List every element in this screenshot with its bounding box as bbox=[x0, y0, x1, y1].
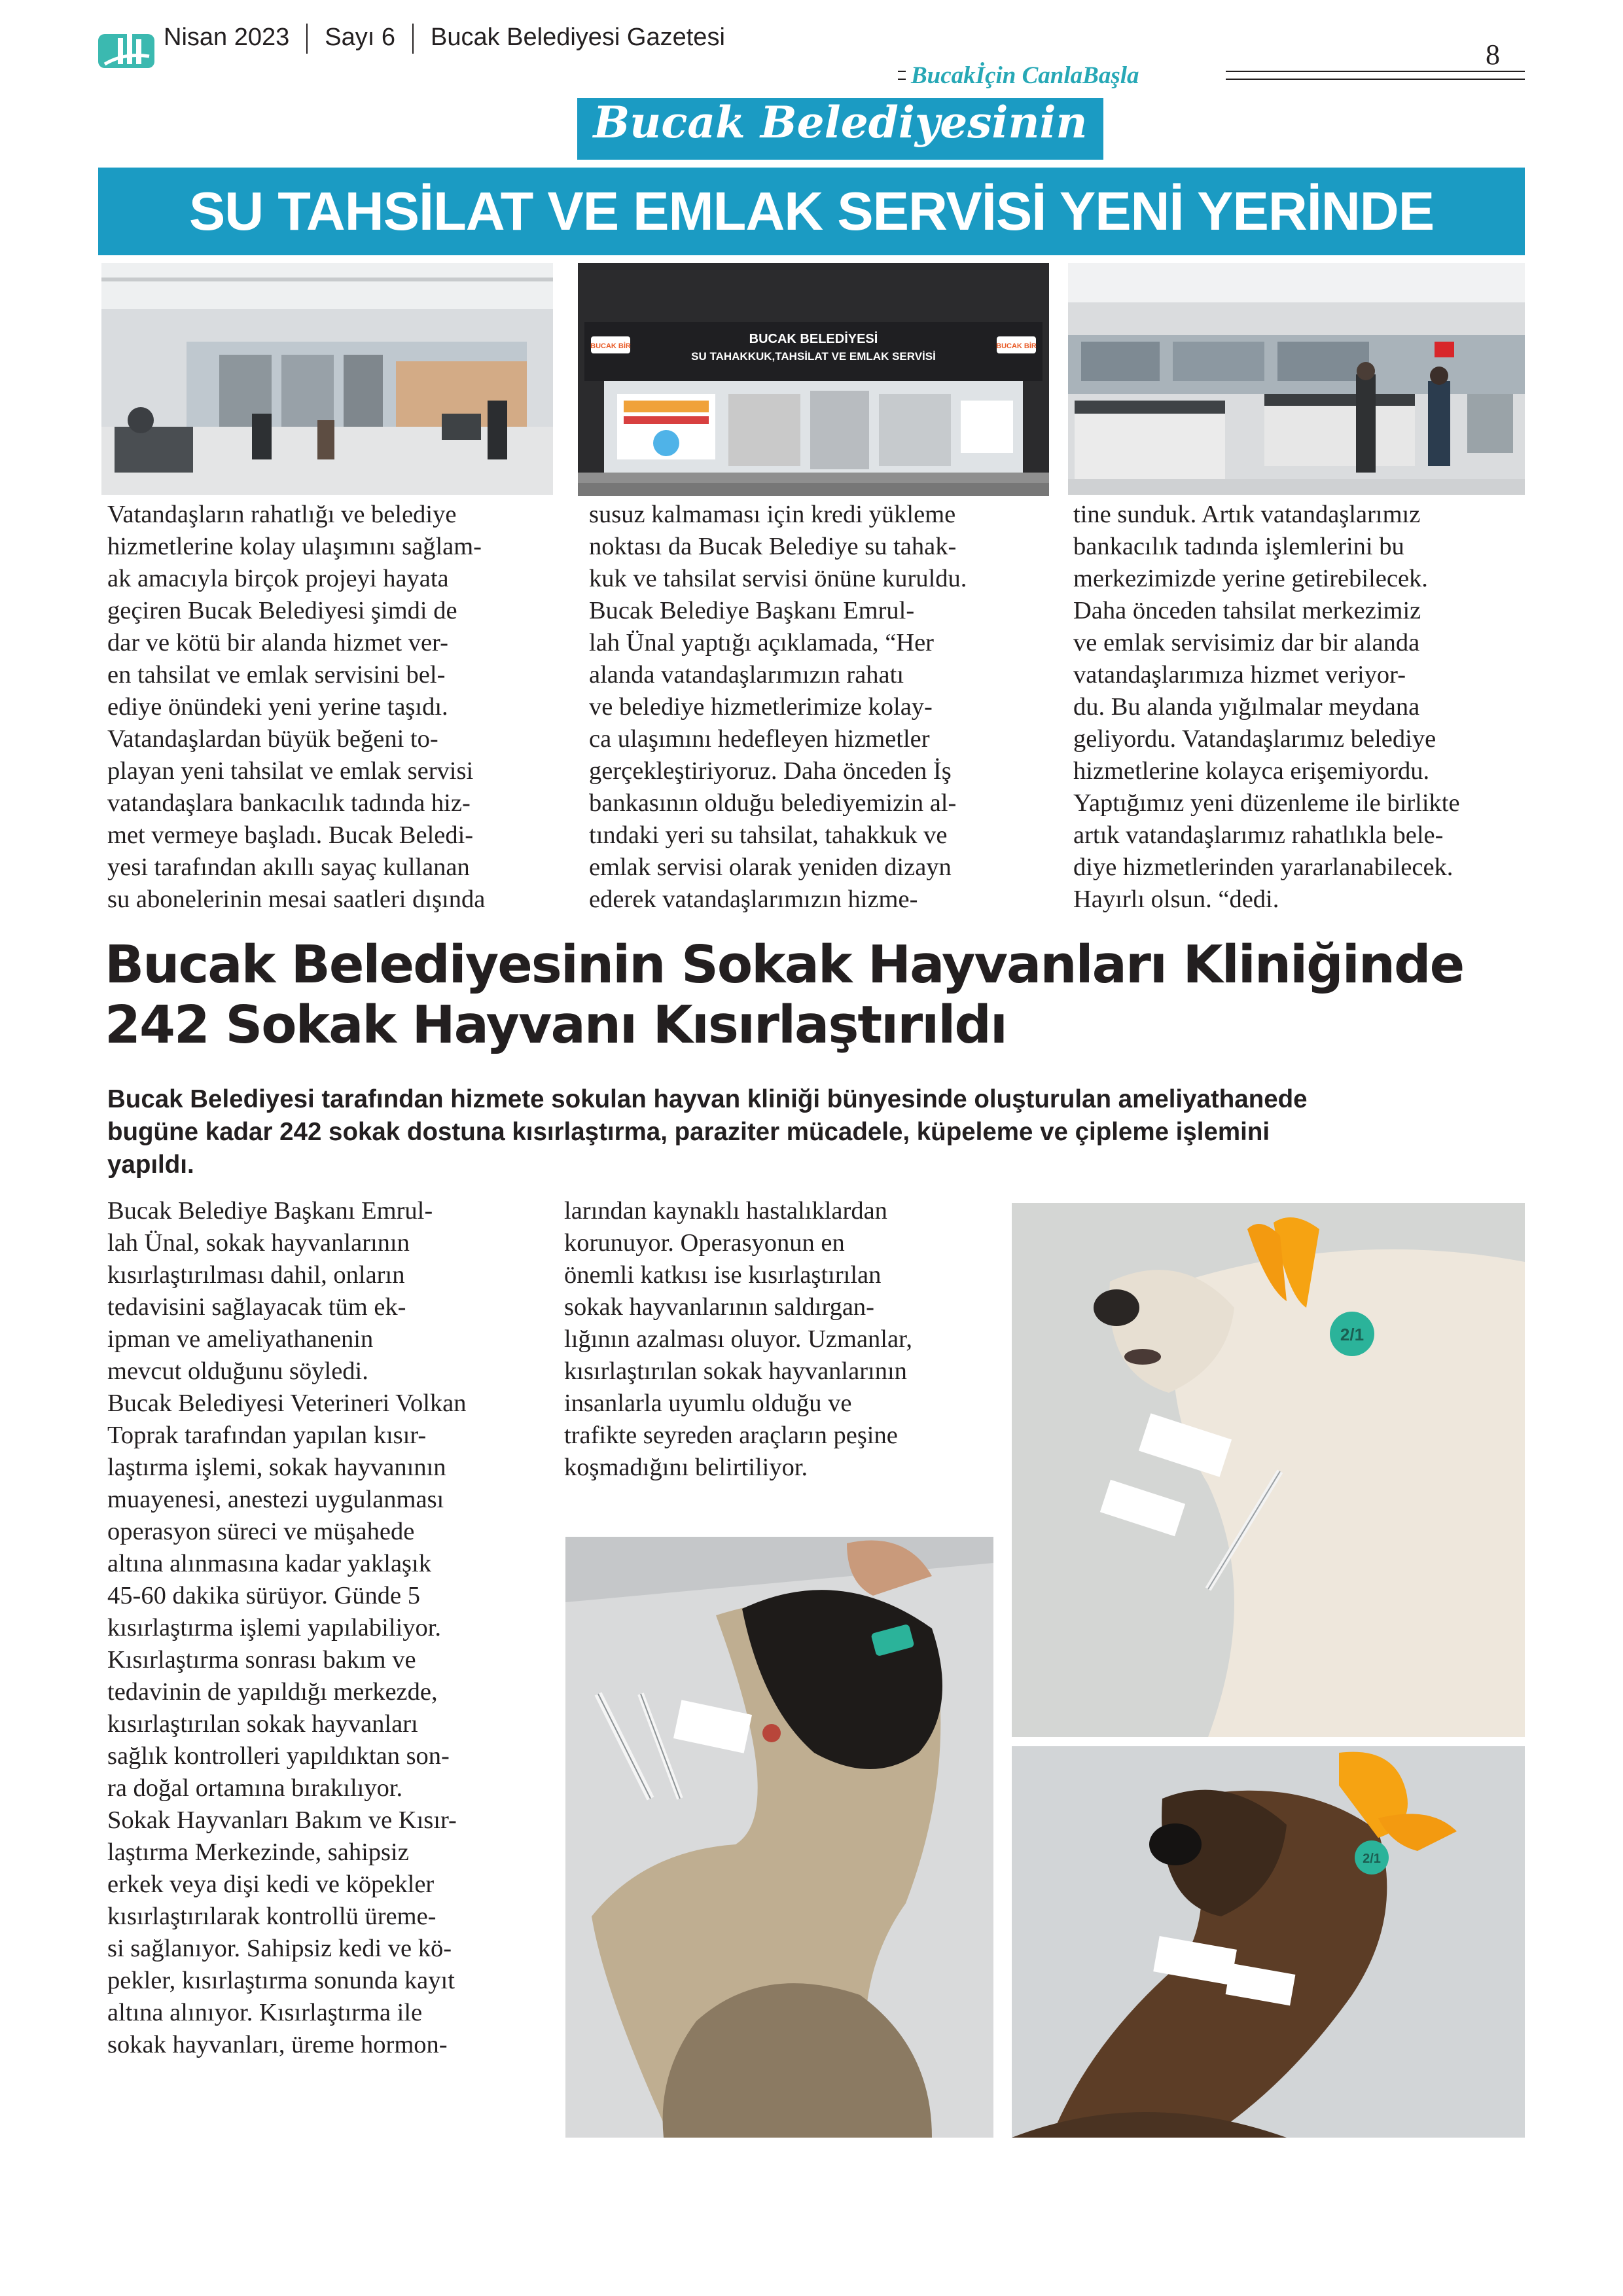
article1-kicker: Bucak Belediyesinin bbox=[593, 97, 1088, 148]
article2-column-1 bbox=[107, 1195, 537, 2061]
text-line: vatandaşlara bankacılık tadında hiz- bbox=[107, 789, 471, 817]
text-line: ak amacıyla birçok projeyi hayata bbox=[107, 565, 449, 592]
text-line: ediye önündeki yeni yerine taşıdı. bbox=[107, 693, 448, 721]
text-line: alanda vatandaşlarımızın rahatı bbox=[589, 661, 904, 689]
article1-column-1 bbox=[107, 499, 552, 916]
text-line: su abonelerinin mesai saatleri dışında bbox=[107, 886, 486, 913]
text-line: erkek veya dişi kedi ve köpekler bbox=[107, 1871, 435, 1898]
brown-dog-ear-tag-photo bbox=[1012, 1746, 1525, 2138]
text-line: yesi tarafından akıllı sayaç kullanan bbox=[107, 853, 470, 881]
text-line: tedavisini sağlayacak tüm ek- bbox=[107, 1293, 406, 1321]
storefront-logo-right: BUCAK BİR bbox=[996, 342, 1037, 350]
text-line: Bucak Belediye Başkanı Emrul- bbox=[107, 1197, 433, 1225]
article1-column-3 bbox=[1073, 499, 1526, 916]
text-line: geçiren Bucak Belediyesi şimdi de bbox=[107, 597, 457, 624]
text-line: mevcut olduğunu söyledi. bbox=[107, 1357, 368, 1385]
lead-line: yapıldı. bbox=[107, 1151, 194, 1179]
text-line: Vatandaşların rahatlığı ve belediye bbox=[107, 501, 457, 528]
text-line: susuz kalmaması için kredi yükleme bbox=[589, 501, 956, 528]
text-line: kısırlaştırılan sokak hayvanlarının bbox=[564, 1357, 907, 1385]
article2-title-line1: Bucak Belediyesinin Sokak Hayvanları Kliniğinde bbox=[105, 935, 1464, 995]
text-line: lah Ünal, sokak hayvanlarının bbox=[107, 1229, 410, 1257]
article1-title: SU TAHSİLAT VE EMLAK SERVİSİ YENİ YERİNDE bbox=[188, 181, 1435, 242]
text-line: en tahsilat ve emlak servisini bel- bbox=[107, 661, 446, 689]
text-line: operasyon süreci ve müşahede bbox=[107, 1518, 415, 1545]
text-line: met vermeye başladı. Bucak Beledi- bbox=[107, 821, 474, 849]
text-line: kısırlaştırma işlemi yapılabiliyor. bbox=[107, 1614, 442, 1641]
text-line: laştırma Merkezinde, sahipsiz bbox=[107, 1839, 409, 1866]
text-line: kısırlaştırılması dahil, onların bbox=[107, 1261, 405, 1289]
service-office-storefront-photo bbox=[578, 263, 1049, 496]
text-line: merkezimizde yerine getirebilecek. bbox=[1073, 565, 1428, 592]
text-line: Yaptığımız yeni düzenleme ile birlikte bbox=[1073, 789, 1460, 817]
service-counters-photo bbox=[1068, 263, 1525, 495]
article1-column-2 bbox=[589, 499, 1042, 916]
text-line: si sağlanıyor. Sahipsiz kedi ve kö- bbox=[107, 1935, 452, 1962]
text-line: artık vatandaşlarımız rahatlıkla bele- bbox=[1073, 821, 1444, 849]
masthead bbox=[164, 24, 725, 54]
text-line: gerçekleştiriyoruz. Daha önceden İş bbox=[589, 757, 952, 785]
article2-column-2 bbox=[564, 1195, 990, 1484]
text-line: laştırma işlemi, sokak hayvanının bbox=[107, 1454, 446, 1481]
slogan-rule-right-b bbox=[1226, 79, 1525, 80]
article2-lead bbox=[107, 1083, 1524, 1181]
storefront-logo-left: BUCAK BİR bbox=[590, 342, 631, 350]
text-line: önemli katkısı ise kısırlaştırılan bbox=[564, 1261, 882, 1289]
slogan-rule-left-a bbox=[898, 71, 906, 72]
text-line: altına alınmasına kadar yaklaşık bbox=[107, 1550, 431, 1577]
text-line: ca ulaşımını hedefleyen hizmetler bbox=[589, 725, 930, 753]
text-line: tine sunduk. Artık vatandaşlarımız bbox=[1073, 501, 1421, 528]
text-line: larından kaynaklı hastalıklardan bbox=[564, 1197, 887, 1225]
white-dog-tag-text: 2/1 bbox=[1340, 1325, 1364, 1344]
black-dog-ear-tag-photo bbox=[565, 1537, 993, 2138]
text-line: Bucak Belediyesi Veterineri Volkan bbox=[107, 1390, 467, 1417]
text-line: geliyordu. Vatandaşlarımız belediye bbox=[1073, 725, 1436, 753]
text-line: 45-60 dakika sürüyor. Günde 5 bbox=[107, 1582, 420, 1609]
text-line: altına alınıyor. Kısırlaştırma ile bbox=[107, 1999, 423, 2026]
text-line: dar ve kötü bir alanda hizmet ver- bbox=[107, 629, 448, 656]
text-line: Kısırlaştırma sonrası bakım ve bbox=[107, 1646, 416, 1674]
text-line: sokak hayvanları, üreme hormon- bbox=[107, 2031, 448, 2058]
text-line: koşmadığını belirtiliyor. bbox=[564, 1454, 808, 1481]
text-line: Vatandaşlardan büyük beğeni to- bbox=[107, 725, 438, 753]
text-line: lah Ünal yaptığı açıklamada, “Her bbox=[589, 629, 935, 656]
page-number: 8 bbox=[1486, 39, 1500, 71]
text-line: ederek vatandaşlarımızın hizme- bbox=[589, 886, 918, 913]
text-line: ra doğal ortamına bırakılıyor. bbox=[107, 1774, 403, 1802]
text-line: pekler, kısırlaştırma sonunda kayıt bbox=[107, 1967, 455, 1994]
text-line: ipman ve ameliyathanenin bbox=[107, 1325, 374, 1353]
storefront-sign-line2: SU TAHAKKUK,TAHSİLAT VE EMLAK SERVİSİ bbox=[691, 350, 936, 363]
text-line: trafikte seyreden araçların peşine bbox=[564, 1422, 898, 1449]
text-line: bankacılık tadında işlemlerini bu bbox=[1073, 533, 1404, 560]
text-line: ve belediye hizmetlerimize kolay- bbox=[589, 693, 933, 721]
text-line: du. Bu alanda yığılmalar meydana bbox=[1073, 693, 1420, 721]
article1-title-band bbox=[98, 168, 1525, 255]
text-line: hizmetlerine kolayca erişemiyordu. bbox=[1073, 757, 1430, 785]
text-line: hizmetlerine kolay ulaşımını sağlam- bbox=[107, 533, 482, 560]
text-line: sağlık kontrolleri yapıldıktan son- bbox=[107, 1742, 450, 1770]
text-line: Sokak Hayvanları Bakım ve Kısır- bbox=[107, 1806, 457, 1834]
text-line: ve emlak servisimiz dar bir alanda bbox=[1073, 629, 1420, 656]
storefront-sign-line1: BUCAK BELEDİYESİ bbox=[749, 332, 878, 346]
text-line: kuk ve tahsilat servisi önüne kuruldu. bbox=[589, 565, 967, 592]
lead-line: bugüne kadar 242 sokak dostuna kısırlaştırma, paraziter mücadele, küpeleme ve çipleme işlemini bbox=[107, 1118, 1270, 1146]
text-line: vatandaşlarımıza hizmet veriyor- bbox=[1073, 661, 1406, 689]
text-line: kısırlaştırılan sokak hayvanları bbox=[107, 1710, 418, 1738]
text-line: Toprak tarafından yapılan kısır- bbox=[107, 1422, 427, 1449]
article2-title bbox=[105, 935, 1525, 1055]
slogan-rule-left-b bbox=[898, 79, 906, 80]
text-line: muayenesi, anestezi uygulanması bbox=[107, 1486, 444, 1513]
text-line: korunuyor. Operasyonun en bbox=[564, 1229, 845, 1257]
text-line: lığının azalması oluyor. Uzmanlar, bbox=[564, 1325, 912, 1353]
text-line: bankasının olduğu belediyemizin al- bbox=[589, 789, 957, 817]
text-line: kısırlaştırılarak kontrollü üreme- bbox=[107, 1903, 437, 1930]
text-line: tındaki yeri su tahsilat, tahakkuk ve bbox=[589, 821, 948, 849]
text-line: playan yeni tahsilat ve emlak servisi bbox=[107, 757, 474, 785]
text-line: noktası da Bucak Belediye su tahak- bbox=[589, 533, 957, 560]
service-hall-interior-photo bbox=[101, 263, 553, 495]
slogan: Bucakİçin CanlaBaşla bbox=[911, 62, 1139, 89]
issue-date: Nisan 2023 bbox=[164, 24, 290, 52]
text-line: sokak hayvanlarının saldırgan- bbox=[564, 1293, 874, 1321]
text-line: Daha önceden tahsilat merkezimiz bbox=[1073, 597, 1421, 624]
white-dog-ear-tag-photo bbox=[1012, 1203, 1525, 1737]
text-line: insanlarla uyumlu olduğu ve bbox=[564, 1390, 852, 1417]
publication-name: Bucak Belediyesi Gazetesi bbox=[430, 24, 725, 52]
slogan-rule-right-a bbox=[1226, 71, 1525, 72]
text-line: Bucak Belediye Başkanı Emrul- bbox=[589, 597, 915, 624]
text-line: tedavinin de yapıldığı merkezde, bbox=[107, 1678, 438, 1706]
bucak-logo-icon bbox=[98, 30, 154, 72]
brown-dog-tag-text: 2/1 bbox=[1363, 1852, 1381, 1866]
text-line: Hayırlı olsun. “dedi. bbox=[1073, 886, 1279, 913]
lead-line: Bucak Belediyesi tarafından hizmete sokulan hayvan kliniği bünyesinde oluşturulan ameliyathanede bbox=[107, 1085, 1308, 1113]
article2-title-line2: 242 Sokak Hayvanı Kısırlaştırıldı bbox=[105, 995, 1007, 1055]
text-line: diye hizmetlerinden yararlanabilecek. bbox=[1073, 853, 1454, 881]
text-line: emlak servisi olarak yeniden dizayn bbox=[589, 853, 952, 881]
issue-number: Sayı 6 bbox=[325, 24, 395, 52]
